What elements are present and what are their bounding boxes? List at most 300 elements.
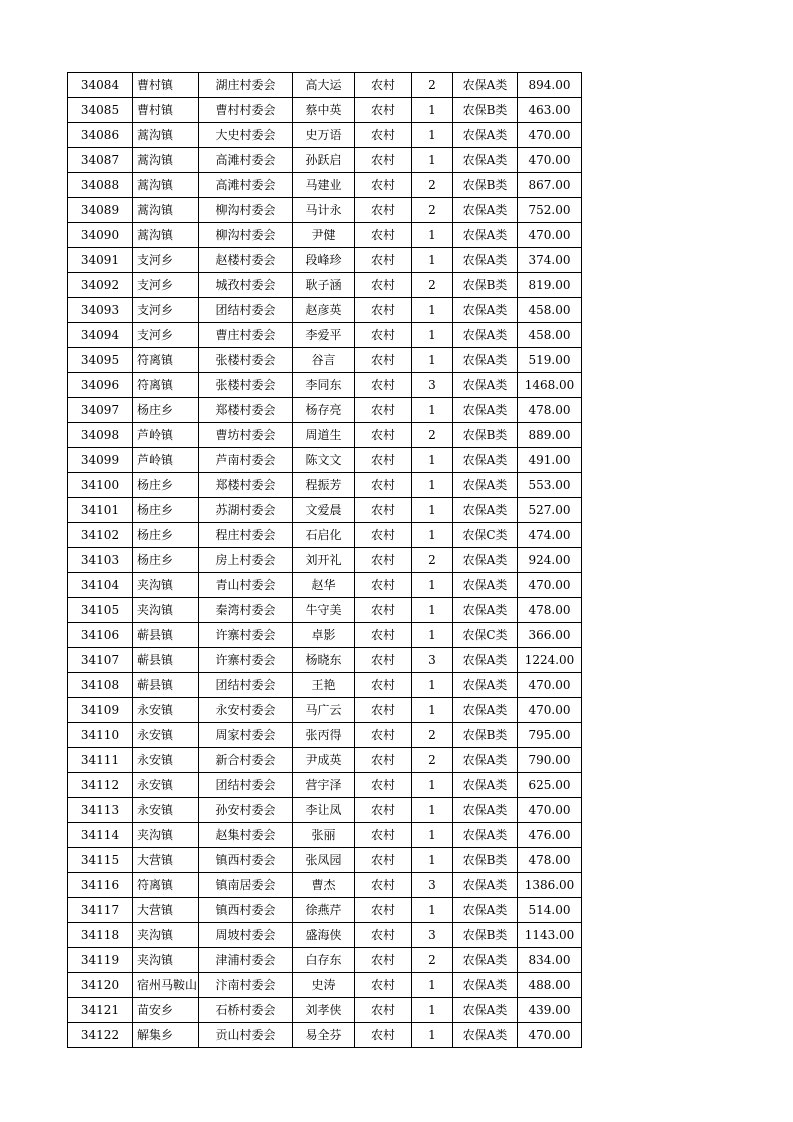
cell-village: 孙安村委会: [199, 798, 293, 823]
cell-town: 蒿沟镇: [133, 223, 199, 248]
cell-village: 团结村委会: [199, 773, 293, 798]
cell-id: 34104: [68, 573, 133, 598]
cell-type: 农村: [355, 973, 412, 998]
cell-town: 蕲县镇: [133, 648, 199, 673]
cell-name: 孙跃启: [293, 148, 355, 173]
cell-name: 刘开礼: [293, 548, 355, 573]
table-row: [68, 1023, 582, 1048]
cell-town: 苗安乡: [133, 998, 199, 1023]
cell-village: 湖庄村委会: [199, 73, 293, 98]
table-row: [68, 373, 582, 398]
cell-category: 农保A类: [453, 573, 518, 598]
cell-id: 34089: [68, 198, 133, 223]
cell-village: 周家村委会: [199, 723, 293, 748]
cell-category: 农保A类: [453, 998, 518, 1023]
cell-name: 徐燕芹: [293, 898, 355, 923]
cell-category: 农保A类: [453, 198, 518, 223]
table-row: [68, 673, 582, 698]
cell-village: 郑楼村委会: [199, 473, 293, 498]
cell-town: 夹沟镇: [133, 573, 199, 598]
cell-name: 李让凤: [293, 798, 355, 823]
cell-category: 农保A类: [453, 448, 518, 473]
cell-id: 34102: [68, 523, 133, 548]
cell-town: 曹村镇: [133, 73, 199, 98]
cell-id: 34101: [68, 498, 133, 523]
cell-amount: 458.00: [518, 323, 582, 348]
cell-type: 农村: [355, 748, 412, 773]
cell-amount: 519.00: [518, 348, 582, 373]
cell-count: 2: [412, 748, 453, 773]
cell-town: 夹沟镇: [133, 948, 199, 973]
cell-amount: 924.00: [518, 548, 582, 573]
cell-name: 赵彦英: [293, 298, 355, 323]
cell-category: 农保A类: [453, 948, 518, 973]
cell-id: 34084: [68, 73, 133, 98]
cell-type: 农村: [355, 273, 412, 298]
cell-town: 永安镇: [133, 773, 199, 798]
cell-name: 易全芬: [293, 1023, 355, 1048]
cell-amount: 474.00: [518, 523, 582, 548]
cell-amount: 470.00: [518, 1023, 582, 1048]
cell-count: 1: [412, 523, 453, 548]
cell-village: 镇南居委会: [199, 873, 293, 898]
cell-village: 房上村委会: [199, 548, 293, 573]
cell-town: 杨庄乡: [133, 473, 199, 498]
cell-amount: 470.00: [518, 698, 582, 723]
table-row: [68, 298, 582, 323]
cell-type: 农村: [355, 823, 412, 848]
cell-name: 陈文文: [293, 448, 355, 473]
table-row: [68, 273, 582, 298]
cell-village: 团结村委会: [199, 673, 293, 698]
cell-id: 34098: [68, 423, 133, 448]
cell-amount: 491.00: [518, 448, 582, 473]
cell-village: 镇西村委会: [199, 848, 293, 873]
cell-amount: 795.00: [518, 723, 582, 748]
cell-town: 蕲县镇: [133, 623, 199, 648]
cell-amount: 514.00: [518, 898, 582, 923]
cell-category: 农保B类: [453, 923, 518, 948]
cell-count: 1: [412, 348, 453, 373]
cell-town: 符离镇: [133, 873, 199, 898]
cell-count: 2: [412, 273, 453, 298]
cell-type: 农村: [355, 423, 412, 448]
cell-village: 柳沟村委会: [199, 198, 293, 223]
table-row: [68, 773, 582, 798]
cell-category: 农保A类: [453, 823, 518, 848]
table-row: [68, 948, 582, 973]
cell-count: 2: [412, 548, 453, 573]
cell-category: 农保A类: [453, 698, 518, 723]
cell-village: 许寨村委会: [199, 623, 293, 648]
cell-name: 高大运: [293, 73, 355, 98]
cell-name: 李爱平: [293, 323, 355, 348]
cell-id: 34119: [68, 948, 133, 973]
cell-type: 农村: [355, 773, 412, 798]
cell-id: 34090: [68, 223, 133, 248]
cell-id: 34121: [68, 998, 133, 1023]
cell-id: 34093: [68, 298, 133, 323]
cell-amount: 894.00: [518, 73, 582, 98]
cell-town: 符离镇: [133, 373, 199, 398]
cell-type: 农村: [355, 173, 412, 198]
cell-category: 农保A类: [453, 748, 518, 773]
cell-town: 曹村镇: [133, 98, 199, 123]
cell-name: 杨存亮: [293, 398, 355, 423]
cell-count: 1: [412, 598, 453, 623]
cell-name: 尹健: [293, 223, 355, 248]
cell-category: 农保A类: [453, 498, 518, 523]
cell-town: 支河乡: [133, 298, 199, 323]
cell-town: 宿州马鞍山: [133, 973, 199, 998]
cell-count: 1: [412, 473, 453, 498]
cell-category: 农保A类: [453, 298, 518, 323]
cell-amount: 470.00: [518, 798, 582, 823]
cell-amount: 834.00: [518, 948, 582, 973]
cell-type: 农村: [355, 723, 412, 748]
cell-type: 农村: [355, 948, 412, 973]
cell-category: 农保B类: [453, 98, 518, 123]
cell-town: 大营镇: [133, 848, 199, 873]
cell-count: 3: [412, 373, 453, 398]
table-row: [68, 898, 582, 923]
cell-id: 34094: [68, 323, 133, 348]
cell-name: 蔡中英: [293, 98, 355, 123]
cell-count: 3: [412, 648, 453, 673]
cell-category: 农保A类: [453, 148, 518, 173]
cell-town: 符离镇: [133, 348, 199, 373]
cell-type: 农村: [355, 623, 412, 648]
cell-count: 1: [412, 798, 453, 823]
cell-category: 农保B类: [453, 723, 518, 748]
cell-name: 卓影: [293, 623, 355, 648]
cell-type: 农村: [355, 523, 412, 548]
cell-id: 34111: [68, 748, 133, 773]
cell-category: 农保B类: [453, 423, 518, 448]
cell-count: 1: [412, 323, 453, 348]
cell-count: 1: [412, 848, 453, 873]
cell-name: 程振芳: [293, 473, 355, 498]
table-row: [68, 348, 582, 373]
cell-type: 农村: [355, 248, 412, 273]
cell-name: 白存东: [293, 948, 355, 973]
cell-type: 农村: [355, 498, 412, 523]
cell-type: 农村: [355, 373, 412, 398]
cell-type: 农村: [355, 123, 412, 148]
cell-town: 杨庄乡: [133, 498, 199, 523]
cell-category: 农保C类: [453, 623, 518, 648]
cell-village: 青山村委会: [199, 573, 293, 598]
cell-category: 农保B类: [453, 848, 518, 873]
cell-count: 2: [412, 198, 453, 223]
table-row: [68, 623, 582, 648]
cell-town: 夹沟镇: [133, 923, 199, 948]
cell-amount: 470.00: [518, 223, 582, 248]
cell-type: 农村: [355, 698, 412, 723]
cell-town: 杨庄乡: [133, 548, 199, 573]
cell-town: 蒿沟镇: [133, 198, 199, 223]
cell-count: 1: [412, 623, 453, 648]
cell-category: 农保A类: [453, 798, 518, 823]
cell-category: 农保A类: [453, 373, 518, 398]
cell-amount: 553.00: [518, 473, 582, 498]
cell-amount: 470.00: [518, 148, 582, 173]
cell-village: 张楼村委会: [199, 373, 293, 398]
cell-amount: 1386.00: [518, 873, 582, 898]
cell-id: 34109: [68, 698, 133, 723]
table-row: [68, 823, 582, 848]
cell-id: 34114: [68, 823, 133, 848]
table-row: [68, 173, 582, 198]
table-row: [68, 548, 582, 573]
cell-id: 34099: [68, 448, 133, 473]
cell-id: 34092: [68, 273, 133, 298]
cell-name: 石启化: [293, 523, 355, 548]
cell-id: 34122: [68, 1023, 133, 1048]
table-row: [68, 473, 582, 498]
cell-count: 2: [412, 73, 453, 98]
cell-village: 团结村委会: [199, 298, 293, 323]
cell-category: 农保A类: [453, 973, 518, 998]
cell-type: 农村: [355, 223, 412, 248]
cell-id: 34120: [68, 973, 133, 998]
cell-village: 苏湖村委会: [199, 498, 293, 523]
cell-village: 许寨村委会: [199, 648, 293, 673]
cell-town: 支河乡: [133, 323, 199, 348]
table-row: [68, 148, 582, 173]
cell-name: 赵华: [293, 573, 355, 598]
cell-category: 农保A类: [453, 1023, 518, 1048]
cell-village: 曹村村委会: [199, 98, 293, 123]
cell-name: 马广云: [293, 698, 355, 723]
cell-count: 3: [412, 923, 453, 948]
cell-amount: 458.00: [518, 298, 582, 323]
table-row: [68, 748, 582, 773]
cell-amount: 470.00: [518, 573, 582, 598]
cell-count: 1: [412, 673, 453, 698]
cell-village: 贡山村委会: [199, 1023, 293, 1048]
cell-category: 农保B类: [453, 173, 518, 198]
cell-count: 1: [412, 398, 453, 423]
cell-town: 永安镇: [133, 723, 199, 748]
cell-village: 新合村委会: [199, 748, 293, 773]
cell-town: 支河乡: [133, 273, 199, 298]
cell-town: 夹沟镇: [133, 598, 199, 623]
cell-type: 农村: [355, 1023, 412, 1048]
cell-village: 柳沟村委会: [199, 223, 293, 248]
cell-id: 34097: [68, 398, 133, 423]
table-row: [68, 973, 582, 998]
cell-category: 农保A类: [453, 473, 518, 498]
cell-name: 尹成英: [293, 748, 355, 773]
cell-name: 李同东: [293, 373, 355, 398]
cell-town: 永安镇: [133, 748, 199, 773]
cell-count: 1: [412, 1023, 453, 1048]
records-table: [67, 72, 582, 1048]
cell-amount: 819.00: [518, 273, 582, 298]
cell-type: 农村: [355, 573, 412, 598]
cell-name: 文爱晨: [293, 498, 355, 523]
cell-town: 杨庄乡: [133, 523, 199, 548]
cell-amount: 790.00: [518, 748, 582, 773]
cell-id: 34106: [68, 623, 133, 648]
cell-type: 农村: [355, 148, 412, 173]
cell-count: 1: [412, 98, 453, 123]
cell-id: 34088: [68, 173, 133, 198]
cell-category: 农保A类: [453, 773, 518, 798]
cell-id: 34110: [68, 723, 133, 748]
cell-amount: 470.00: [518, 123, 582, 148]
cell-name: 耿子涵: [293, 273, 355, 298]
cell-name: 史涛: [293, 973, 355, 998]
cell-count: 2: [412, 173, 453, 198]
cell-category: 农保B类: [453, 273, 518, 298]
cell-village: 周坡村委会: [199, 923, 293, 948]
cell-amount: 478.00: [518, 848, 582, 873]
cell-id: 34096: [68, 373, 133, 398]
cell-category: 农保A类: [453, 648, 518, 673]
table-row: [68, 873, 582, 898]
cell-id: 34086: [68, 123, 133, 148]
table-row: [68, 248, 582, 273]
cell-village: 赵楼村委会: [199, 248, 293, 273]
cell-type: 农村: [355, 923, 412, 948]
cell-count: 1: [412, 773, 453, 798]
cell-amount: 1224.00: [518, 648, 582, 673]
cell-village: 郑楼村委会: [199, 398, 293, 423]
cell-amount: 1468.00: [518, 373, 582, 398]
cell-type: 农村: [355, 848, 412, 873]
cell-amount: 889.00: [518, 423, 582, 448]
cell-id: 34105: [68, 598, 133, 623]
cell-id: 34116: [68, 873, 133, 898]
cell-amount: 625.00: [518, 773, 582, 798]
cell-village: 镇西村委会: [199, 898, 293, 923]
cell-town: 蒿沟镇: [133, 148, 199, 173]
table-row: [68, 448, 582, 473]
cell-village: 城孜村委会: [199, 273, 293, 298]
table-row: [68, 648, 582, 673]
cell-count: 1: [412, 998, 453, 1023]
cell-count: 1: [412, 973, 453, 998]
cell-village: 大史村委会: [199, 123, 293, 148]
cell-amount: 463.00: [518, 98, 582, 123]
table-row: [68, 523, 582, 548]
cell-town: 夹沟镇: [133, 823, 199, 848]
cell-type: 农村: [355, 348, 412, 373]
cell-category: 农保A类: [453, 323, 518, 348]
cell-type: 农村: [355, 298, 412, 323]
cell-name: 营宇泽: [293, 773, 355, 798]
cell-category: 农保A类: [453, 548, 518, 573]
cell-category: 农保A类: [453, 348, 518, 373]
cell-category: 农保A类: [453, 673, 518, 698]
table-body: [68, 73, 582, 1048]
cell-amount: 1143.00: [518, 923, 582, 948]
cell-amount: 527.00: [518, 498, 582, 523]
cell-count: 1: [412, 223, 453, 248]
cell-village: 汴南村委会: [199, 973, 293, 998]
cell-name: 牛守美: [293, 598, 355, 623]
cell-town: 杨庄乡: [133, 398, 199, 423]
cell-type: 农村: [355, 548, 412, 573]
cell-type: 农村: [355, 673, 412, 698]
cell-category: 农保A类: [453, 223, 518, 248]
cell-category: 农保A类: [453, 873, 518, 898]
cell-count: 1: [412, 148, 453, 173]
cell-village: 芦南村委会: [199, 448, 293, 473]
cell-name: 刘孝侠: [293, 998, 355, 1023]
cell-count: 1: [412, 498, 453, 523]
cell-id: 34085: [68, 98, 133, 123]
cell-name: 张丙得: [293, 723, 355, 748]
cell-village: 高滩村委会: [199, 173, 293, 198]
cell-type: 农村: [355, 598, 412, 623]
cell-type: 农村: [355, 448, 412, 473]
cell-town: 蕲县镇: [133, 673, 199, 698]
table-row: [68, 223, 582, 248]
cell-village: 曹庄村委会: [199, 323, 293, 348]
cell-type: 农村: [355, 73, 412, 98]
cell-amount: 478.00: [518, 598, 582, 623]
cell-town: 支河乡: [133, 248, 199, 273]
cell-town: 芦岭镇: [133, 448, 199, 473]
cell-amount: 476.00: [518, 823, 582, 848]
table-row: [68, 498, 582, 523]
cell-count: 1: [412, 573, 453, 598]
cell-town: 解集乡: [133, 1023, 199, 1048]
cell-village: 秦湾村委会: [199, 598, 293, 623]
cell-category: 农保A类: [453, 123, 518, 148]
cell-type: 农村: [355, 198, 412, 223]
cell-village: 津浦村委会: [199, 948, 293, 973]
cell-name: 张丽: [293, 823, 355, 848]
cell-type: 农村: [355, 998, 412, 1023]
cell-village: 程庄村委会: [199, 523, 293, 548]
table-row: [68, 598, 582, 623]
cell-category: 农保A类: [453, 598, 518, 623]
cell-count: 1: [412, 448, 453, 473]
table-row: [68, 73, 582, 98]
cell-amount: 366.00: [518, 623, 582, 648]
table-row: [68, 698, 582, 723]
cell-amount: 867.00: [518, 173, 582, 198]
cell-town: 蒿沟镇: [133, 123, 199, 148]
cell-count: 2: [412, 723, 453, 748]
cell-id: 34091: [68, 248, 133, 273]
cell-type: 农村: [355, 98, 412, 123]
table-row: [68, 848, 582, 873]
cell-type: 农村: [355, 648, 412, 673]
cell-village: 永安村委会: [199, 698, 293, 723]
cell-name: 王艳: [293, 673, 355, 698]
cell-name: 杨晓东: [293, 648, 355, 673]
cell-type: 农村: [355, 473, 412, 498]
cell-name: 张凤园: [293, 848, 355, 873]
cell-count: 1: [412, 898, 453, 923]
table-row: [68, 423, 582, 448]
cell-type: 农村: [355, 798, 412, 823]
cell-type: 农村: [355, 898, 412, 923]
cell-name: 段峰珍: [293, 248, 355, 273]
cell-village: 高滩村委会: [199, 148, 293, 173]
cell-name: 马计永: [293, 198, 355, 223]
cell-id: 34112: [68, 773, 133, 798]
cell-category: 农保A类: [453, 73, 518, 98]
cell-village: 张楼村委会: [199, 348, 293, 373]
cell-amount: 752.00: [518, 198, 582, 223]
table-row: [68, 923, 582, 948]
